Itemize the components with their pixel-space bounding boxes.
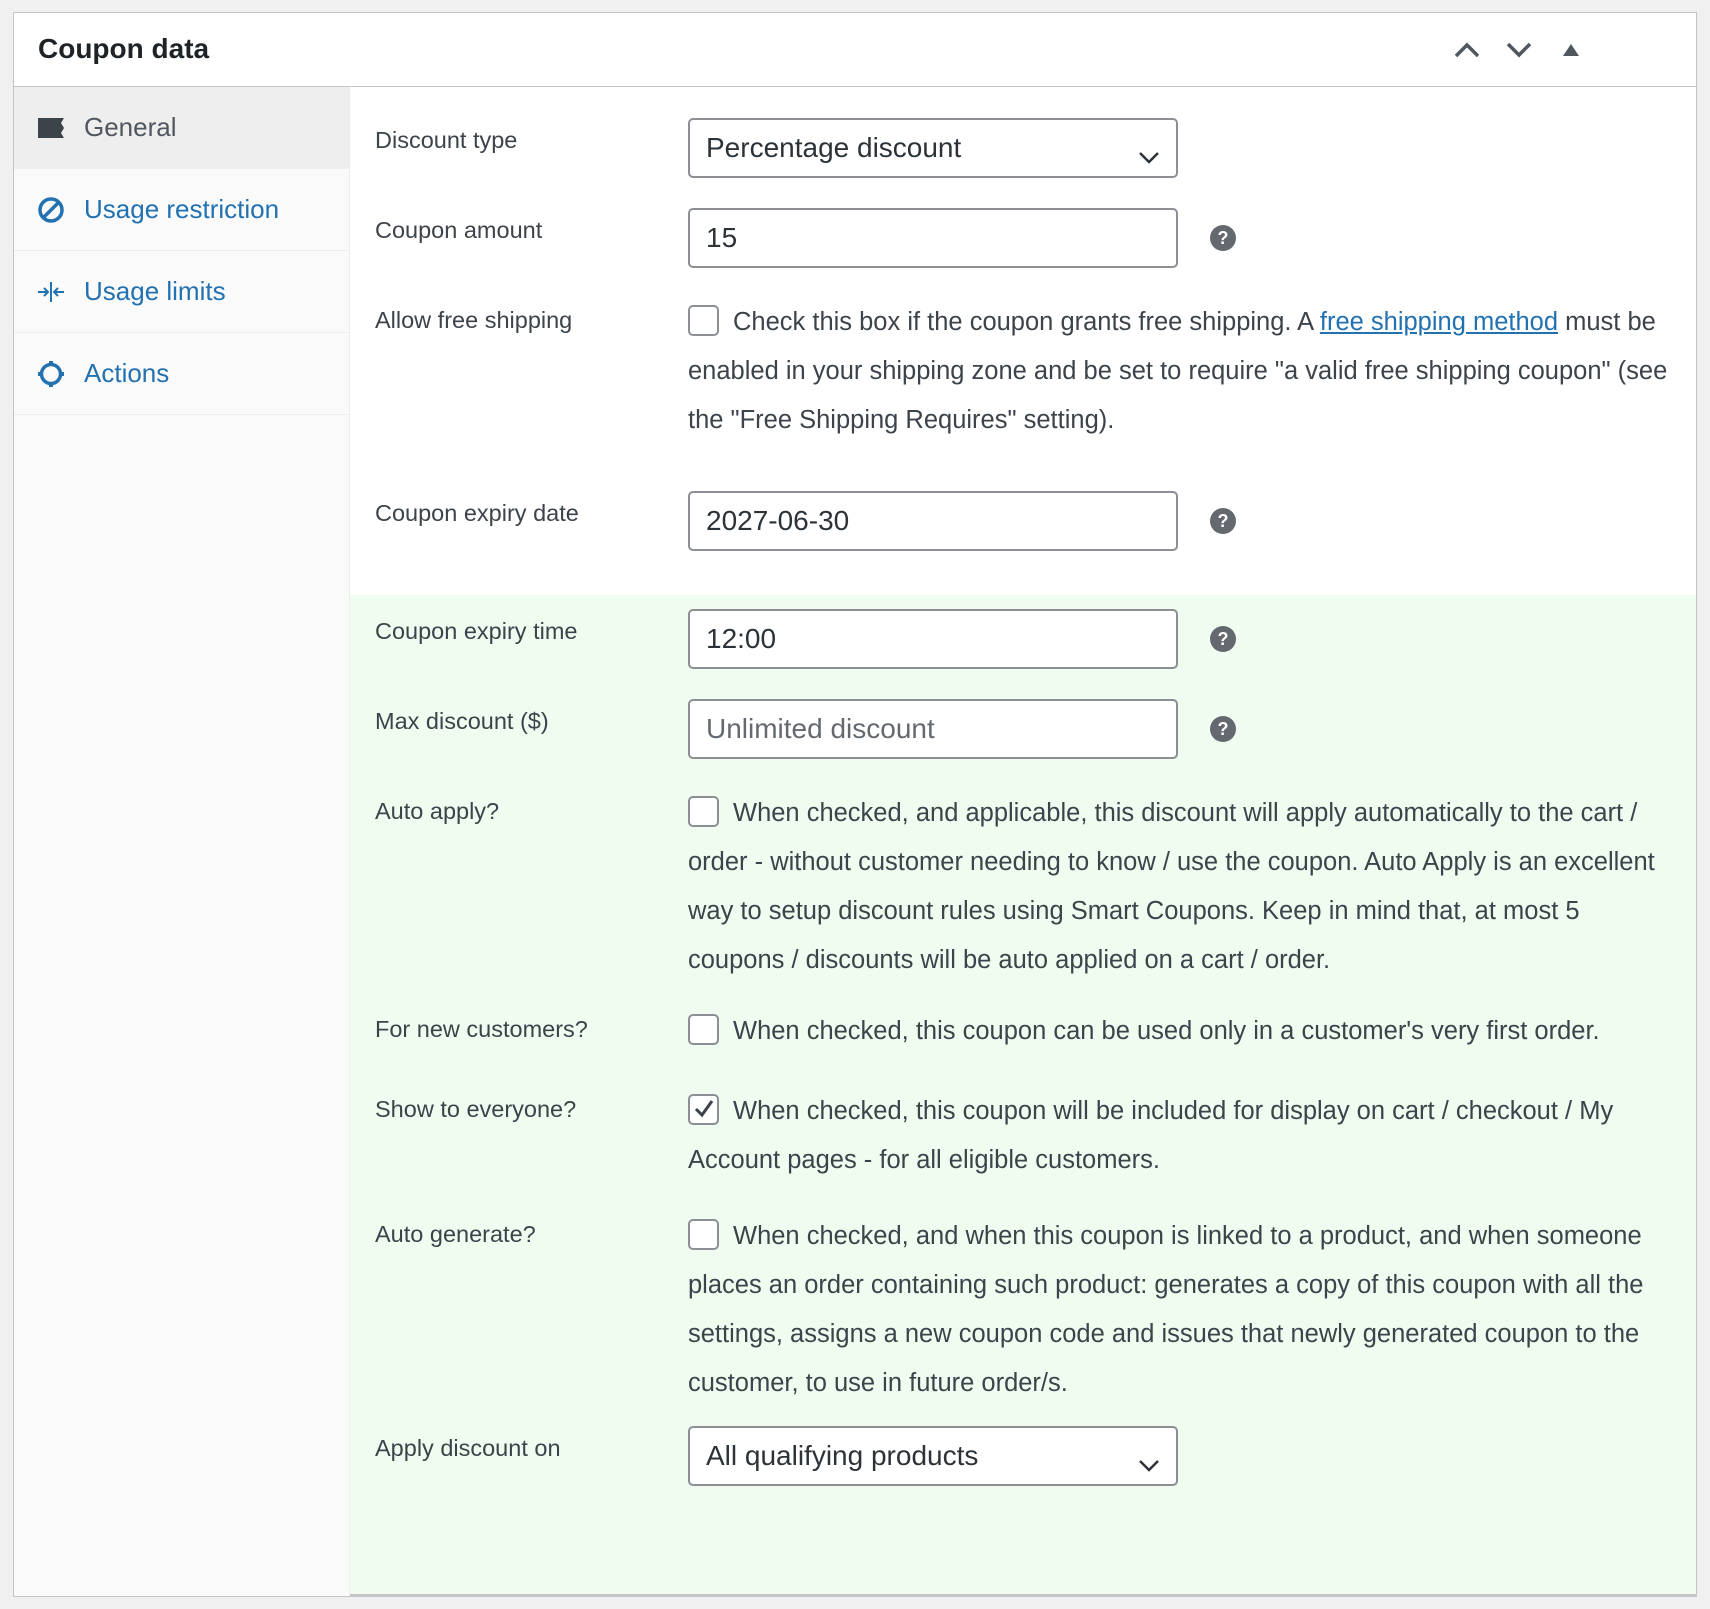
- help-icon[interactable]: [1210, 225, 1236, 251]
- move-up-icon[interactable]: [1450, 33, 1484, 67]
- free-shipping-checkbox[interactable]: [688, 305, 719, 336]
- collapse-toggle-icon[interactable]: [1554, 33, 1588, 67]
- tab-label: Usage limits: [84, 276, 226, 306]
- coupon-amount-value: 15: [706, 222, 738, 253]
- auto-generate-label: Auto generate?: [375, 1221, 536, 1247]
- show-everyone-checkbox[interactable]: [688, 1094, 719, 1125]
- auto-apply-label: Auto apply?: [375, 798, 500, 824]
- new-customers-text: When checked, this coupon can be used only in a customer's very first order.: [733, 1017, 1600, 1045]
- expiry-date-value: 2027-06-30: [706, 505, 850, 536]
- apply-discount-on-select[interactable]: [688, 1426, 1178, 1486]
- general-section: [350, 87, 1696, 595]
- free-shipping-text-before: Check this box if the coupon grants free shipping. A: [733, 308, 1320, 336]
- coupon-amount-input[interactable]: [688, 208, 1178, 268]
- ticket-icon: [34, 111, 68, 145]
- show-everyone-text: When checked, this coupon will be included for display on cart / checkout / My Account pages - for all eligible customers.: [688, 1097, 1614, 1174]
- expiry-time-value: 12:00: [706, 623, 777, 654]
- coupon-tabs-sidebar: [14, 87, 350, 1596]
- tab-usage-restriction[interactable]: [14, 169, 349, 251]
- apply-discount-on-label: Apply discount on: [375, 1435, 561, 1461]
- max-discount-label: Max discount ($): [375, 708, 549, 734]
- show-everyone-option: [688, 1087, 1668, 1185]
- auto-apply-text: When checked, and applicable, this discount will apply automatically to the cart / order - without customer needing to know / use the coupon. Auto Apply is an excellent way to setup discount rules using Smart Coupons. Keep in mind that, at most 5 coupons / discounts will be auto applied on a cart / order.: [688, 799, 1655, 974]
- limits-icon: [34, 275, 68, 309]
- tab-general[interactable]: [14, 87, 349, 169]
- help-icon[interactable]: [1210, 508, 1236, 534]
- coupon-amount-label: Coupon amount: [375, 217, 543, 243]
- new-customers-label: For new customers?: [375, 1016, 588, 1042]
- free-shipping-method-link[interactable]: free shipping method: [1319, 308, 1559, 336]
- discount-type-value: Percentage discount: [706, 132, 962, 163]
- ban-icon: [34, 193, 68, 227]
- expiry-time-label: Coupon expiry time: [375, 618, 578, 644]
- help-glyph: ?: [1217, 718, 1229, 739]
- coupon-data-panel: [13, 12, 1697, 1597]
- help-glyph: ?: [1217, 510, 1229, 531]
- max-discount-input[interactable]: [688, 699, 1178, 759]
- tab-usage-limits[interactable]: [14, 251, 349, 333]
- auto-generate-text: When checked, and when this coupon is linked to a product, and when someone places an order containing such product: generates a copy of this coupon with all the settings, assigns a new coupon code and issues that newly generated coupon to the customer, to use in future order/s.: [688, 1222, 1644, 1397]
- tab-label: General: [84, 112, 177, 142]
- chevron-down-icon: [1138, 140, 1160, 172]
- auto-apply-checkbox[interactable]: [688, 796, 719, 827]
- show-everyone-label: Show to everyone?: [375, 1096, 577, 1122]
- help-icon[interactable]: [1210, 626, 1236, 652]
- panel-header: [14, 13, 1696, 87]
- expiry-time-input[interactable]: [688, 609, 1178, 669]
- gear-icon: [34, 357, 68, 391]
- auto-generate-option: [688, 1212, 1668, 1408]
- section-bottom-border: [350, 1594, 1696, 1596]
- discount-type-select[interactable]: [688, 118, 1178, 178]
- free-shipping-text-after: must be enabled in your shipping zone and be set to require "a valid free shipping coupon" (see the "Free Shipping Requires" setting).: [688, 308, 1668, 434]
- help-icon[interactable]: [1210, 716, 1236, 742]
- move-down-icon[interactable]: [1502, 33, 1536, 67]
- checkmark-icon: [692, 1097, 716, 1121]
- general-options-panel: [350, 87, 1696, 1596]
- smart-coupons-section: [350, 595, 1696, 1596]
- help-glyph: ?: [1217, 227, 1229, 248]
- tab-label: Actions: [84, 358, 170, 388]
- auto-apply-option: [688, 789, 1668, 985]
- new-customers-checkbox[interactable]: [688, 1014, 719, 1045]
- tab-label: Usage restriction: [84, 194, 280, 224]
- chevron-down-icon: [1138, 1448, 1160, 1480]
- expiry-date-input[interactable]: [688, 491, 1178, 551]
- free-shipping-option: [688, 298, 1668, 445]
- new-customers-option: [688, 1007, 1698, 1056]
- apply-discount-on-value: All qualifying products: [706, 1440, 979, 1471]
- free-shipping-label: Allow free shipping: [375, 307, 573, 333]
- auto-generate-checkbox[interactable]: [688, 1219, 719, 1250]
- discount-type-label: Discount type: [375, 127, 518, 153]
- panel-title: Coupon data: [38, 33, 210, 64]
- tab-actions[interactable]: [14, 333, 349, 415]
- expiry-date-label: Coupon expiry date: [375, 500, 579, 526]
- help-glyph: ?: [1217, 628, 1229, 649]
- max-discount-placeholder: Unlimited discount: [706, 713, 935, 744]
